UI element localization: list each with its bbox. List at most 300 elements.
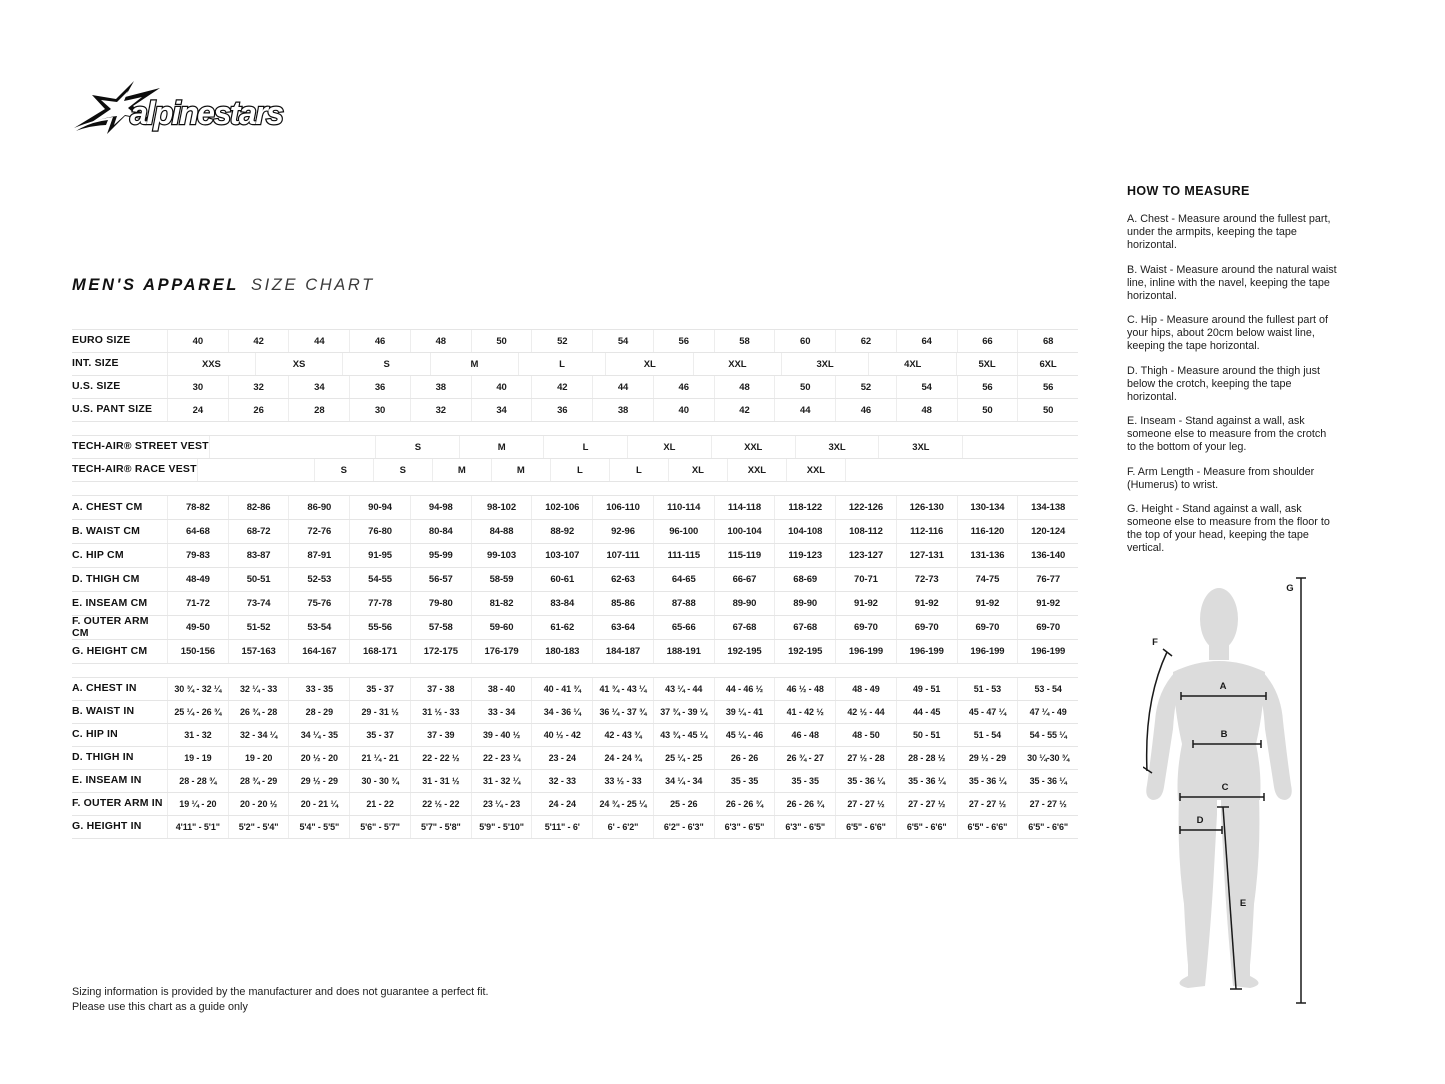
size-value-cell: 48 — [896, 399, 957, 421]
size-value-cell: 50 — [1017, 399, 1078, 421]
size-value-cell: 50-51 — [228, 568, 289, 591]
empty-cell — [962, 436, 1078, 458]
size-value-cell: 37 - 39 — [410, 724, 471, 746]
size-value-cell: 5XL — [956, 353, 1017, 375]
size-value-cell: 64-65 — [653, 568, 714, 591]
size-value-cell: 5'2" - 5'4" — [228, 816, 289, 838]
size-value-cell: 64 — [896, 330, 957, 352]
size-value-cell: M — [491, 459, 550, 481]
size-value-cell: 27 - 27 ½ — [957, 793, 1018, 815]
size-value-cell: 67-68 — [714, 616, 775, 639]
size-value-cell: 6'5" - 6'6" — [957, 816, 1018, 838]
size-value-cell: 3XL — [795, 436, 879, 458]
measure-instruction-f: F. Arm Length - Measure from shoulder (Humerus) to wrist. — [1127, 465, 1315, 491]
size-value-cell: 87-91 — [288, 544, 349, 567]
size-value-cell: 72-76 — [288, 520, 349, 543]
diagram-label-waist: B — [1220, 729, 1228, 740]
size-value-cell: 196-199 — [1017, 640, 1078, 663]
row-label: E. INSEAM CM — [72, 596, 148, 609]
size-value-cell: 136-140 — [1017, 544, 1078, 567]
size-value-cell: 28 - 29 — [288, 701, 349, 723]
size-value-cell: M — [430, 353, 518, 375]
size-value-cell: XL — [605, 353, 693, 375]
size-value-cell: 115-119 — [714, 544, 775, 567]
size-value-cell: 29 ½ - 29 — [957, 747, 1018, 769]
footer-line-2: Please use this chart as a guide only — [72, 1001, 248, 1014]
size-value-cell: 44 — [774, 399, 835, 421]
size-value-cell: 35 - 36 ¼ — [896, 770, 957, 792]
size-value-cell: 41 ¾ - 43 ¼ — [592, 678, 653, 700]
size-value-cell: 94-98 — [410, 496, 471, 519]
size-value-cell: 4XL — [868, 353, 956, 375]
diagram-label-thigh: D — [1196, 815, 1204, 826]
size-value-cell: 28 — [288, 399, 349, 421]
size-value-cell: 196-199 — [896, 640, 957, 663]
size-value-cell: 40 — [471, 376, 532, 398]
size-value-cell: 3XL — [878, 436, 962, 458]
size-value-cell: 24 — [167, 399, 228, 421]
size-value-cell: 76-77 — [1017, 568, 1078, 591]
table-row-a-chest-in — [72, 678, 1078, 701]
size-value-cell: 33 ½ - 33 — [592, 770, 653, 792]
size-value-cell: 22 - 22 ½ — [410, 747, 471, 769]
size-value-cell: XXL — [693, 353, 781, 375]
size-value-cell: 35 - 36 ¼ — [1017, 770, 1078, 792]
table-row-u-s-pant-size — [72, 399, 1078, 422]
size-value-cell: 51 - 54 — [957, 724, 1018, 746]
empty-cell — [209, 436, 376, 458]
size-value-cell: 29 ½ - 29 — [288, 770, 349, 792]
size-value-cell: 76-80 — [349, 520, 410, 543]
size-value-cell: 26 - 26 ¾ — [774, 793, 835, 815]
size-value-cell: 32 — [410, 399, 471, 421]
table-row-e-inseam-in — [72, 770, 1078, 793]
size-value-cell: 52 — [531, 330, 592, 352]
size-value-cell: 95-99 — [410, 544, 471, 567]
size-value-cell: 6'3" - 6'5" — [774, 816, 835, 838]
size-value-cell: L — [550, 459, 609, 481]
size-value-cell: 106-110 — [592, 496, 653, 519]
size-value-cell: 24 ¾ - 25 ¼ — [592, 793, 653, 815]
size-table — [72, 329, 1078, 839]
alpinestars-logo — [70, 78, 332, 144]
size-value-cell: 30 - 30 ¾ — [349, 770, 410, 792]
size-value-cell: 34 — [471, 399, 532, 421]
diagram-label-arm: F — [1152, 637, 1158, 648]
size-value-cell: 54 — [896, 376, 957, 398]
size-value-cell: 5'9" - 5'10" — [471, 816, 532, 838]
size-value-cell: 46 — [349, 330, 410, 352]
diagram-label-height: G — [1286, 583, 1294, 594]
size-value-cell: 5'4" - 5'5" — [288, 816, 349, 838]
size-value-cell: 27 ½ - 28 — [835, 747, 896, 769]
size-value-cell: 33 - 34 — [471, 701, 532, 723]
size-value-cell: 52-53 — [288, 568, 349, 591]
size-value-cell: 47 ¼ - 49 — [1017, 701, 1078, 723]
diagram-label-hip: C — [1221, 782, 1229, 793]
size-value-cell: 56-57 — [410, 568, 471, 591]
row-label: D. THIGH CM — [72, 572, 140, 585]
size-value-cell: 91-92 — [957, 592, 1018, 615]
size-value-cell: 26 ¾ - 27 — [774, 747, 835, 769]
size-value-cell: 114-118 — [714, 496, 775, 519]
size-value-cell: 157-163 — [228, 640, 289, 663]
size-value-cell: 83-84 — [531, 592, 592, 615]
size-value-cell: 26 - 26 — [714, 747, 775, 769]
size-value-cell: 83-87 — [228, 544, 289, 567]
size-value-cell: XXS — [167, 353, 255, 375]
size-value-cell: 28 ¾ - 29 — [228, 770, 289, 792]
size-value-cell: 44 — [592, 376, 653, 398]
size-value-cell: XL — [627, 436, 711, 458]
size-value-cell: L — [518, 353, 606, 375]
size-value-cell: 126-130 — [896, 496, 957, 519]
size-value-cell: 164-167 — [288, 640, 349, 663]
size-value-cell: 37 - 38 — [410, 678, 471, 700]
size-value-cell: 48 — [410, 330, 471, 352]
size-value-cell: 108-112 — [835, 520, 896, 543]
size-value-cell: 66-67 — [714, 568, 775, 591]
size-value-cell: 34 — [288, 376, 349, 398]
row-label: B. WAIST CM — [72, 524, 141, 537]
size-value-cell: 46 — [835, 399, 896, 421]
size-value-cell: 27 - 27 ½ — [835, 793, 896, 815]
size-value-cell: 60-61 — [531, 568, 592, 591]
size-value-cell: 6'5" - 6'6" — [1017, 816, 1078, 838]
size-value-cell: 30 ¼-30 ¾ — [1017, 747, 1078, 769]
size-value-cell: 36 — [349, 376, 410, 398]
size-value-cell: 31 - 32 — [167, 724, 228, 746]
size-value-cell: 34 - 36 ¼ — [531, 701, 592, 723]
size-value-cell: 22 ½ - 22 — [410, 793, 471, 815]
size-value-cell: 6'5" - 6'6" — [835, 816, 896, 838]
size-value-cell: 107-111 — [592, 544, 653, 567]
row-label: G. HEIGHT CM — [72, 644, 148, 657]
size-value-cell: 22 - 23 ¼ — [471, 747, 532, 769]
row-label: TECH-AIR® STREET VEST — [72, 440, 209, 453]
size-value-cell: 42 — [714, 399, 775, 421]
size-value-cell: 32 — [228, 376, 289, 398]
size-value-cell: 39 ¼ - 41 — [714, 701, 775, 723]
size-value-cell: 91-95 — [349, 544, 410, 567]
size-value-cell: 23 - 24 — [531, 747, 592, 769]
size-value-cell: 49 - 51 — [896, 678, 957, 700]
how-to-measure-heading: HOW TO MEASURE — [1127, 184, 1250, 198]
size-value-cell: 36 ¼ - 37 ¾ — [592, 701, 653, 723]
size-value-cell: 33 - 35 — [288, 678, 349, 700]
size-value-cell: 19 - 20 — [228, 747, 289, 769]
size-value-cell: 192-195 — [714, 640, 775, 663]
size-value-cell: 61-62 — [531, 616, 592, 639]
size-value-cell: 89-90 — [774, 592, 835, 615]
size-value-cell: 80-84 — [410, 520, 471, 543]
size-value-cell: 30 — [167, 376, 228, 398]
size-value-cell: 51 - 53 — [957, 678, 1018, 700]
size-value-cell: 44 - 45 — [896, 701, 957, 723]
table-row-b-waist-in — [72, 701, 1078, 724]
size-value-cell: 24 - 24 — [531, 793, 592, 815]
size-value-cell: 20 - 20 ½ — [228, 793, 289, 815]
size-value-cell: 24 - 24 ¾ — [592, 747, 653, 769]
size-value-cell: 6'5" - 6'6" — [896, 816, 957, 838]
size-value-cell: 49-50 — [167, 616, 228, 639]
row-label: A. CHEST CM — [72, 500, 143, 513]
size-value-cell: 91-92 — [1017, 592, 1078, 615]
size-value-cell: 35 - 36 ¼ — [957, 770, 1018, 792]
size-value-cell: 64-68 — [167, 520, 228, 543]
table-row-tech-air-race-vest — [72, 459, 1078, 482]
size-value-cell: 42 — [531, 376, 592, 398]
size-value-cell: 42 — [228, 330, 289, 352]
size-value-cell: 50 — [471, 330, 532, 352]
size-value-cell: S — [375, 436, 459, 458]
size-value-cell: 32 ¼ - 33 — [228, 678, 289, 700]
table-section-inches — [72, 677, 1078, 839]
size-value-cell: 67-68 — [774, 616, 835, 639]
size-value-cell: 55-56 — [349, 616, 410, 639]
table-section-sizes — [72, 329, 1078, 422]
size-value-cell: 52 — [835, 376, 896, 398]
title-primary: MEN'S APPAREL — [72, 276, 239, 294]
size-value-cell: 34 ¼ - 34 — [653, 770, 714, 792]
size-value-cell: 122-126 — [835, 496, 896, 519]
size-value-cell: 111-115 — [653, 544, 714, 567]
empty-cell — [845, 459, 1078, 481]
size-value-cell: 77-78 — [349, 592, 410, 615]
row-label: E. INSEAM IN — [72, 774, 142, 787]
body-measurement-diagram — [1143, 569, 1348, 1031]
size-value-cell: 48-49 — [167, 568, 228, 591]
size-value-cell: 56 — [1017, 376, 1078, 398]
size-value-cell: XL — [668, 459, 727, 481]
size-value-cell: 90-94 — [349, 496, 410, 519]
size-value-cell: 26 - 26 ¾ — [714, 793, 775, 815]
size-value-cell: 82-86 — [228, 496, 289, 519]
size-value-cell: 20 - 21 ¼ — [288, 793, 349, 815]
alpinestars-logo-graphic — [70, 78, 332, 144]
table-row-int-size — [72, 353, 1078, 376]
table-row-b-waist-cm — [72, 520, 1078, 544]
size-value-cell: 72-73 — [896, 568, 957, 591]
size-value-cell: 180-183 — [531, 640, 592, 663]
size-value-cell: 127-131 — [896, 544, 957, 567]
size-value-cell: 168-171 — [349, 640, 410, 663]
footer-line-1: Sizing information is provided by the manufacturer and does not guarantee a perfect fit. — [72, 986, 489, 998]
size-value-cell: 38 - 40 — [471, 678, 532, 700]
size-value-cell: 32 - 34 ¼ — [228, 724, 289, 746]
size-value-cell: 43 ¾ - 45 ¼ — [653, 724, 714, 746]
size-value-cell: 91-92 — [896, 592, 957, 615]
size-value-cell: 54-55 — [349, 568, 410, 591]
size-value-cell: 48 - 50 — [835, 724, 896, 746]
size-value-cell: 81-82 — [471, 592, 532, 615]
size-value-cell: 70-71 — [835, 568, 896, 591]
size-value-cell: 46 — [653, 376, 714, 398]
size-value-cell: 62 — [835, 330, 896, 352]
size-value-cell: 35 - 37 — [349, 678, 410, 700]
size-value-cell: 68 — [1017, 330, 1078, 352]
row-label: EURO SIZE — [72, 334, 131, 347]
size-value-cell: 27 - 27 ½ — [1017, 793, 1078, 815]
size-value-cell: 35 - 35 — [774, 770, 835, 792]
size-value-cell: 25 ¼ - 25 — [653, 747, 714, 769]
size-value-cell: 96-100 — [653, 520, 714, 543]
size-value-cell: XXL — [786, 459, 845, 481]
size-value-cell: 75-76 — [288, 592, 349, 615]
size-value-cell: 100-104 — [714, 520, 775, 543]
size-value-cell: 40 — [167, 330, 228, 352]
table-row-f-outer-arm-in — [72, 793, 1078, 816]
table-row-e-inseam-cm — [72, 592, 1078, 616]
size-value-cell: 73-74 — [228, 592, 289, 615]
size-value-cell: 31 - 32 ¼ — [471, 770, 532, 792]
empty-cell — [197, 459, 314, 481]
size-value-cell: 62-63 — [592, 568, 653, 591]
size-value-cell: XXL — [727, 459, 786, 481]
table-row-c-hip-in — [72, 724, 1078, 747]
measure-instruction-b: B. Waist - Measure around the natural waist line, inline with the navel, keeping the tape horizontal. — [1127, 263, 1337, 302]
row-label: INT. SIZE — [72, 357, 119, 370]
size-value-cell: 46 ½ - 48 — [774, 678, 835, 700]
size-value-cell: 66 — [957, 330, 1018, 352]
size-value-cell: S — [373, 459, 432, 481]
size-value-cell: M — [432, 459, 491, 481]
size-value-cell: 35 - 36 ¼ — [835, 770, 896, 792]
size-value-cell: 4'11" - 5'1" — [167, 816, 228, 838]
size-value-cell: S — [314, 459, 373, 481]
size-value-cell: 40 ½ - 42 — [531, 724, 592, 746]
size-value-cell: 42 - 43 ¾ — [592, 724, 653, 746]
table-row-tech-air-street-vest — [72, 436, 1078, 459]
size-value-cell: 91-92 — [835, 592, 896, 615]
row-label: U.S. SIZE — [72, 380, 121, 393]
size-value-cell: 21 ¼ - 21 — [349, 747, 410, 769]
size-value-cell: 196-199 — [835, 640, 896, 663]
table-row-euro-size — [72, 330, 1078, 353]
size-value-cell: 40 - 41 ¾ — [531, 678, 592, 700]
diagram-label-chest: A — [1219, 681, 1227, 692]
size-value-cell: 103-107 — [531, 544, 592, 567]
size-value-cell: 45 ¼ - 46 — [714, 724, 775, 746]
size-value-cell: 38 — [592, 399, 653, 421]
size-value-cell: 172-175 — [410, 640, 471, 663]
size-value-cell: 44 - 46 ½ — [714, 678, 775, 700]
size-value-cell: XS — [255, 353, 343, 375]
size-value-cell: 30 — [349, 399, 410, 421]
size-value-cell: 54 — [592, 330, 653, 352]
size-value-cell: 88-92 — [531, 520, 592, 543]
size-value-cell: 56 — [653, 330, 714, 352]
title-secondary: SIZE CHART — [250, 276, 375, 294]
size-value-cell: 59-60 — [471, 616, 532, 639]
size-value-cell: 134-138 — [1017, 496, 1078, 519]
size-value-cell: 5'11" - 6' — [531, 816, 592, 838]
size-value-cell: L — [543, 436, 627, 458]
size-value-cell: 65-66 — [653, 616, 714, 639]
size-value-cell: 46 - 48 — [774, 724, 835, 746]
size-value-cell: 6' - 6'2" — [592, 816, 653, 838]
size-value-cell: 42 ½ - 44 — [835, 701, 896, 723]
size-value-cell: 6'2" - 6'3" — [653, 816, 714, 838]
size-value-cell: 26 — [228, 399, 289, 421]
size-value-cell: 60 — [774, 330, 835, 352]
size-value-cell: 110-114 — [653, 496, 714, 519]
row-label: G. HEIGHT IN — [72, 820, 142, 833]
table-row-a-chest-cm — [72, 496, 1078, 520]
row-label: D. THIGH IN — [72, 751, 134, 764]
size-value-cell: 36 — [531, 399, 592, 421]
size-value-cell: 51-52 — [228, 616, 289, 639]
size-value-cell: 69-70 — [957, 616, 1018, 639]
size-value-cell: 28 - 28 ¾ — [167, 770, 228, 792]
size-value-cell: L — [609, 459, 668, 481]
alpinestars-swoosh — [76, 120, 108, 131]
size-value-cell: 50 - 51 — [896, 724, 957, 746]
size-value-cell: 3XL — [781, 353, 869, 375]
size-value-cell: 56 — [957, 376, 1018, 398]
size-value-cell: 45 - 47 ¼ — [957, 701, 1018, 723]
size-value-cell: 50 — [774, 376, 835, 398]
size-value-cell: 5'6" - 5'7" — [349, 816, 410, 838]
size-value-cell: 196-199 — [957, 640, 1018, 663]
size-value-cell: 104-108 — [774, 520, 835, 543]
size-value-cell: 26 ¾ - 28 — [228, 701, 289, 723]
size-value-cell: 123-127 — [835, 544, 896, 567]
size-value-cell: 19 ¼ - 20 — [167, 793, 228, 815]
size-value-cell: 176-179 — [471, 640, 532, 663]
size-value-cell: 58 — [714, 330, 775, 352]
size-value-cell: 41 - 42 ½ — [774, 701, 835, 723]
how-to-measure-instructions — [1127, 213, 1337, 556]
size-value-cell: 27 - 27 ½ — [896, 793, 957, 815]
table-row-d-thigh-cm — [72, 568, 1078, 592]
size-value-cell: 87-88 — [653, 592, 714, 615]
size-value-cell: 112-116 — [896, 520, 957, 543]
size-value-cell: 6'3" - 6'5" — [714, 816, 775, 838]
size-value-cell: 37 ¾ - 39 ¼ — [653, 701, 714, 723]
size-value-cell: 48 — [714, 376, 775, 398]
size-value-cell: 31 - 31 ½ — [410, 770, 471, 792]
row-label: U.S. PANT SIZE — [72, 403, 153, 416]
table-row-g-height-cm — [72, 640, 1078, 664]
size-value-cell: XXL — [711, 436, 795, 458]
size-value-cell: 69-70 — [1017, 616, 1078, 639]
size-value-cell: 40 — [653, 399, 714, 421]
size-value-cell: 84-88 — [471, 520, 532, 543]
size-value-cell: 78-82 — [167, 496, 228, 519]
measure-instruction-c: C. Hip - Measure around the fullest part of your hips, about 20cm below waist line, keeping the tape horizontal. — [1127, 314, 1329, 353]
size-value-cell: 63-64 — [592, 616, 653, 639]
size-value-cell: 31 ½ - 33 — [410, 701, 471, 723]
size-value-cell: M — [459, 436, 543, 458]
table-section-tech-air — [72, 435, 1078, 482]
table-row-c-hip-cm — [72, 544, 1078, 568]
size-value-cell: 130-134 — [957, 496, 1018, 519]
table-row-u-s-size — [72, 376, 1078, 399]
size-value-cell: 19 - 19 — [167, 747, 228, 769]
table-row-g-height-in — [72, 816, 1078, 839]
footer-note — [72, 985, 489, 1015]
table-row-f-outer-arm-cm — [72, 616, 1078, 640]
size-value-cell: 74-75 — [957, 568, 1018, 591]
page-title — [72, 276, 375, 295]
size-value-cell: 79-80 — [410, 592, 471, 615]
size-value-cell: 35 - 37 — [349, 724, 410, 746]
size-value-cell: 20 ½ - 20 — [288, 747, 349, 769]
size-value-cell: 89-90 — [714, 592, 775, 615]
size-value-cell: 98-102 — [471, 496, 532, 519]
size-value-cell: 69-70 — [835, 616, 896, 639]
